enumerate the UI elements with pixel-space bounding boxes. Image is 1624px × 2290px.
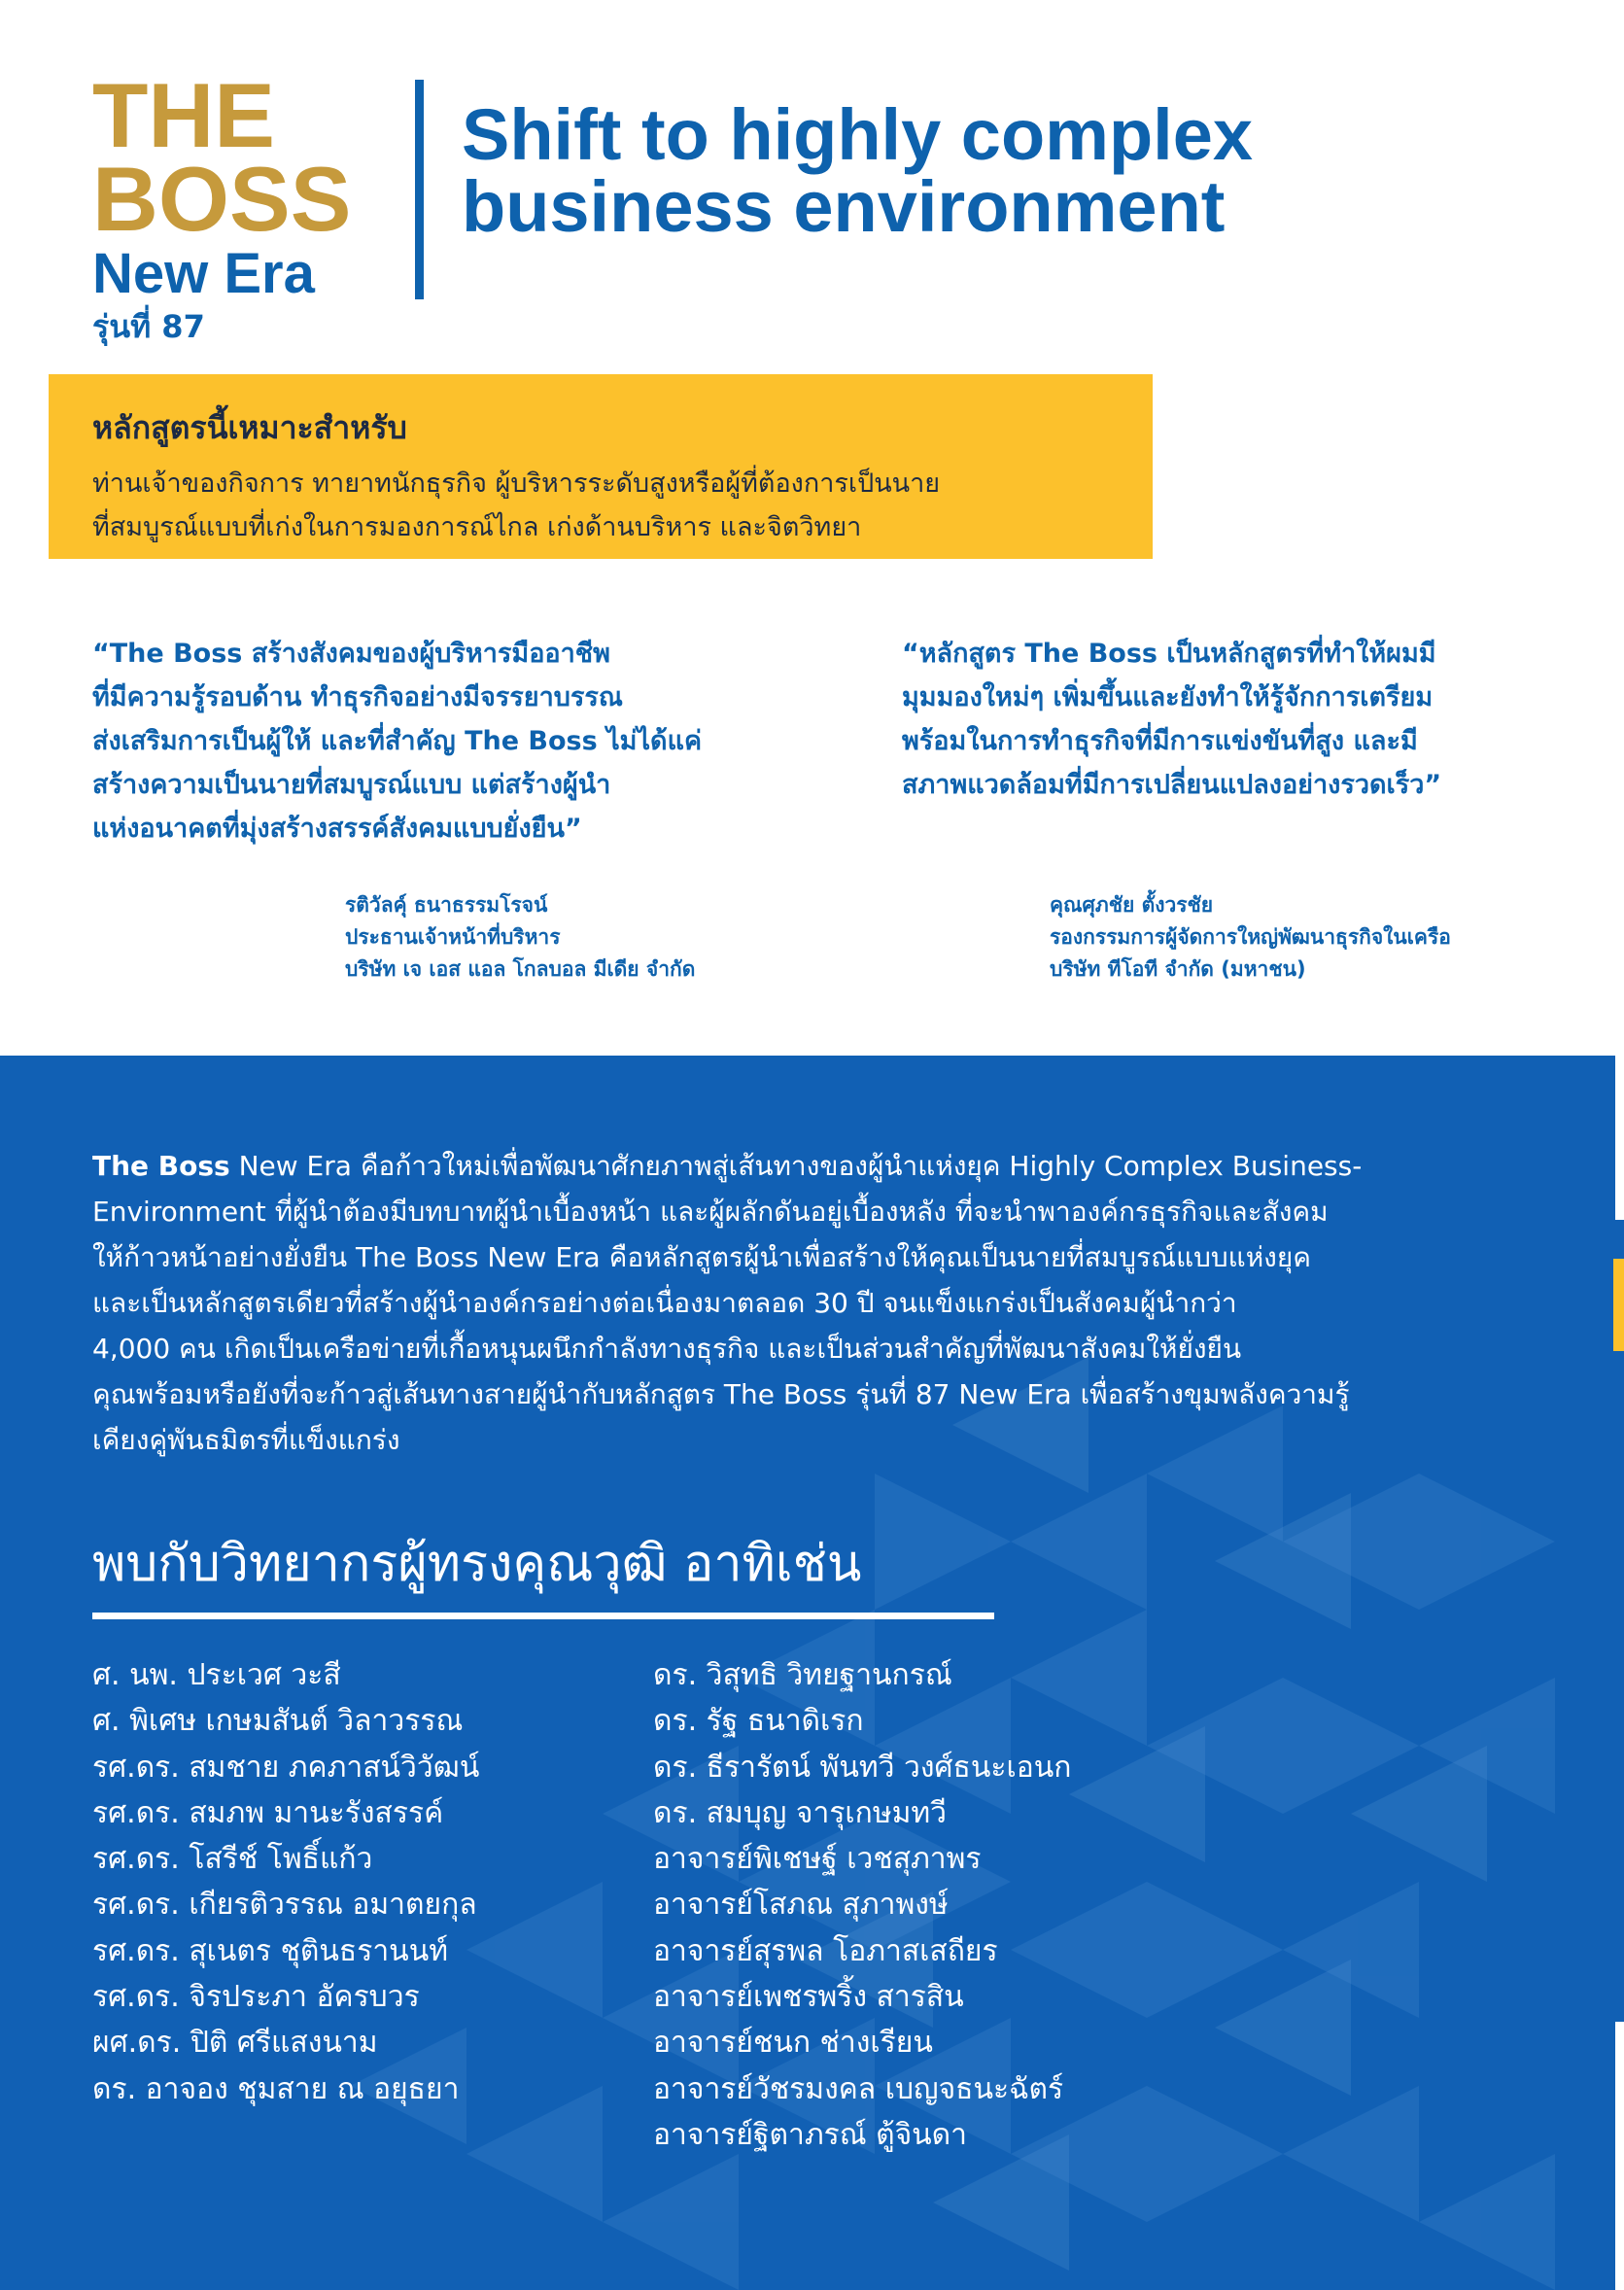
speaker-name: ผศ.ดร. ปิติ ศรีแสงนาม <box>92 2026 378 2061</box>
side-accent <box>1613 1259 1624 1351</box>
description-text: New Era คือก้าวใหม่เพื่อพัฒนาศักยภาพสู่เส้นทางของผู้นำแห่งยุค Highly Complex Business- <box>229 1150 1363 1182</box>
speaker-name: ดร. ธีรารัตน์ พันทวี วงศ์ธนะเอนก <box>653 1750 1072 1785</box>
headline-line: business environment <box>462 166 1226 247</box>
speaker-name: ศ. พิเศษ เกษมสันต์ วิลาวรรณ <box>92 1704 464 1739</box>
attribution-title: ประธานเจ้าหน้าที่บริหาร <box>345 925 561 949</box>
description-line: เคียงคู่พันธมิตรที่แข็งแกร่ง <box>92 1424 400 1456</box>
speaker-name: อาจารย์สุรพล โอภาสเสถียร <box>653 1933 998 1968</box>
speaker-name: อาจารย์วัชรมงคล เบญจธนะฉัตร์ <box>653 2071 1064 2106</box>
target-audience-title: หลักสูตรนี้เหมาะสำหรับ <box>92 409 407 446</box>
speaker-name: ดร. วิสุทธิ วิทยฐานกรณ์ <box>653 1658 952 1692</box>
description-line: คุณพร้อมหรือยังที่จะก้าวสู่เส้นทางสายผู้นำกับหลักสูตร The Boss รุ่นที่ 87 New Era เพื่อสร้างขุมพลังความรู้ <box>92 1378 1350 1410</box>
logo-the: THE <box>92 64 275 166</box>
attribution-company: บริษัท ทีโอที จำกัด (มหาชน) <box>1050 957 1306 981</box>
speaker-name: รศ.ดร. โสรีช์ โพธิ์แก้ว <box>92 1842 373 1877</box>
testimonial-quote <box>92 632 753 850</box>
attribution-title: รองกรรมการผู้จัดการใหญ่พัฒนาธุรกิจในเครือ <box>1050 925 1451 949</box>
testimonial-quote <box>902 632 1524 807</box>
program-description <box>92 1143 1521 1463</box>
speaker-name: รศ.ดร. เกียรติวรรณ อมาตยกุล <box>92 1888 477 1923</box>
quote-line: สร้างความเป็นนายที่สมบูรณ์แบบ แต่สร้างผู้นำ <box>92 770 611 800</box>
speaker-name: ศ. นพ. ประเวศ วะสี <box>92 1658 341 1692</box>
description-lead: The Boss <box>92 1150 230 1182</box>
speaker-name: ดร. รัฐ ธนาดิเรก <box>653 1704 864 1739</box>
description-line <box>92 1143 1521 1189</box>
speaker-name: รศ.ดร. จิรประภา อัครบวร <box>92 1980 420 2015</box>
header-divider <box>415 80 424 299</box>
target-audience-box <box>49 374 1153 559</box>
quote-line: สภาพแวดล้อมที่มีการเปลี่ยนแปลงอย่างรวดเร็ว” <box>902 770 1442 800</box>
speaker-name: รศ.ดร. สมภพ มานะรังสรรค์ <box>92 1795 444 1830</box>
speaker-name: อาจารย์โสภณ สุภาพงษ์ <box>653 1888 949 1923</box>
headline <box>462 94 1336 247</box>
description-line: Environment ที่ผู้นำต้องมีบทบาทผู้นำเบื้องหน้า และผู้ผลักดันอยู่เบื้องหลัง ที่จะนำพาองค์กรธุรกิจและสังคม <box>92 1196 1329 1228</box>
quote-line: “หลักสูตร The Boss เป็นหลักสูตรที่ทำให้ผมมี <box>902 639 1436 669</box>
target-audience-line: ท่านเจ้าของกิจการ ทายาทนักธุรกิจ ผู้บริหารระดับสูงหรือผู้ที่ต้องการเป็นนาย <box>92 468 941 499</box>
logo-new-era: New Era <box>92 242 315 305</box>
speaker-name: อาจารย์ชนก ช่างเรียน <box>653 2026 933 2061</box>
quote-line: พร้อมในการทำธุรกิจที่มีการแข่งขันที่สูง และมี <box>902 726 1418 756</box>
target-audience-line: ที่สมบูรณ์แบบที่เก่งในการมองการณ์ไกล เก่งด้านบริหาร และจิตวิทยา <box>92 512 862 542</box>
description-line: 4,000 คน เกิดเป็นเครือข่ายที่เกื้อหนุนผนึกกำลังทางธุรกิจ และเป็นส่วนสำคัญที่พัฒนาสังคมให้ยั่งยืน <box>92 1333 1242 1365</box>
quote-line: มุมมองใหม่ๆ เพิ่มขึ้นและยังทำให้รู้จักการเตรียม <box>902 682 1434 712</box>
speaker-name: ดร. สมบุญ จารุเกษมทวี <box>653 1795 948 1830</box>
generation-label: รุ่นที่ 87 <box>92 308 205 345</box>
quote-line: “The Boss สร้างสังคมของผู้บริหารมืออาชีพ <box>92 639 610 669</box>
quote-line: ส่งเสริมการเป็นผู้ให้ และที่สำคัญ The Boss ไม่ได้แค่ <box>92 726 703 756</box>
description-line: ให้ก้าวหน้าอย่างยั่งยืน The Boss New Era คือหลักสูตรผู้นำเพื่อสร้างให้คุณเป็นนายที่สมบูรณ์แบบแห่งยุค <box>92 1241 1311 1273</box>
speaker-name: อาจารย์ฐิตาภรณ์ ตู้จินดา <box>653 2117 968 2152</box>
attribution-name: คุณศุภชัย ตั้งวรชัย <box>1050 893 1214 917</box>
speakers-heading: พบกับวิทยากรผู้ทรงคุณวุฒิ อาทิเช่น <box>92 1535 862 1593</box>
speaker-name: อาจารย์เพชรพริ้ง สารสิน <box>653 1980 964 2015</box>
speaker-list-left <box>92 1652 479 2112</box>
speaker-name: อาจารย์พิเชษฐ์ เวชสุภาพร <box>653 1842 982 1877</box>
description-line: และเป็นหลักสูตรเดียวที่สร้างผู้นำองค์กรอย่างต่อเนื่องมาตลอด 30 ปี จนแข็งแกร่งเป็นสังคมผู้นำกว่า <box>92 1287 1237 1319</box>
attribution-company: บริษัท เจ เอส แอล โกลบอล มีเดีย จำกัด <box>345 957 696 981</box>
speaker-name: รศ.ดร. สุเนตร ชุตินธรานนท์ <box>92 1933 448 1968</box>
testimonial-attribution <box>345 889 695 986</box>
quote-line: ที่มีความรู้รอบด้าน ทำธุรกิจอย่างมีจรรยาบรรณ <box>92 682 623 712</box>
headline-line: Shift to highly complex <box>462 94 1254 175</box>
speakers-underline <box>92 1613 994 1619</box>
speaker-list-right <box>653 1652 1071 2158</box>
testimonial-attribution <box>1050 889 1451 986</box>
quote-line: แห่งอนาคตที่มุ่งสร้างสรรค์สังคมแบบยั่งยืน” <box>92 814 582 844</box>
speaker-name: รศ.ดร. สมชาย ภคภาสน์วิวัฒน์ <box>92 1750 480 1785</box>
attribution-name: รติวัลคุ์ ธนาธรรมโรจน์ <box>345 893 548 917</box>
speaker-name: ดร. อาจอง ชุมสาย ณ อยุธยา <box>92 2071 460 2106</box>
logo-boss: BOSS <box>92 148 352 250</box>
